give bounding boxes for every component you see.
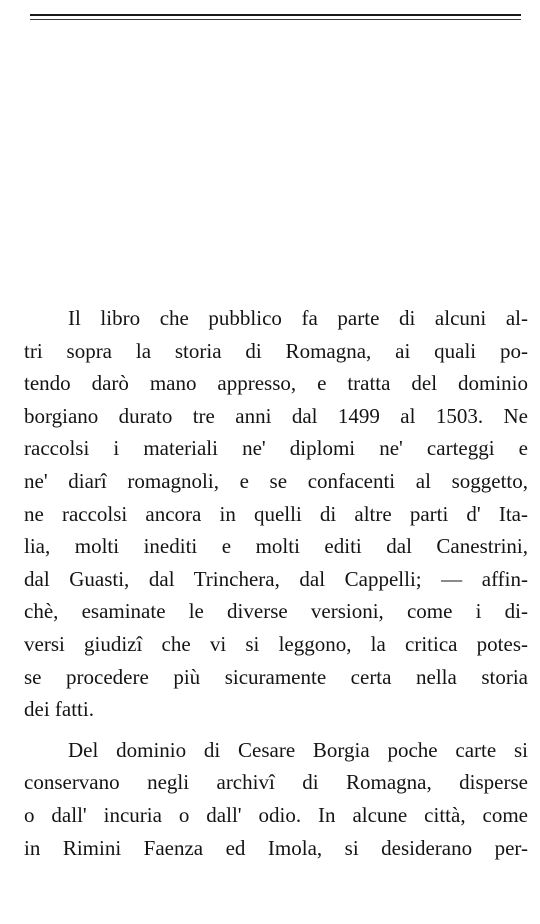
paragraph-1-line-3: tendo darò mano appresso, e tratta del dominio: [24, 371, 528, 396]
paragraph-2-line-4: in Rimini Faenza ed Imola, si desiderano per-: [24, 835, 528, 860]
paragraph-1-line-9: dal Guasti, dal Trinchera, dal Cappelli; — affin-: [24, 566, 528, 591]
paragraph-1-line-12: se procedere più sicuramente certa nella storia: [24, 664, 528, 689]
paragraph-1-line-7: ne raccolsi ancora in quelli di altre parti d' Ita-: [24, 501, 528, 526]
header-rule-thick: [30, 14, 521, 16]
paragraph-1-line-13: dei fatti.: [24, 697, 94, 722]
paragraph-1-line-4: borgiano durato tre anni dal 1499 al 1503. Ne: [24, 403, 528, 428]
paragraph-1-line-5: raccolsi i materiali ne' diplomi ne' carteggi e: [24, 436, 528, 461]
paragraph-1-line-8: lia, molti inediti e molti editi dal Canestrini,: [24, 534, 528, 559]
paragraph-1-line-11: versi giudizî che vi si leggono, la critica potes-: [24, 631, 528, 656]
paragraph-2-line-2: conservano negli archivî di Romagna, disperse: [24, 770, 528, 795]
paragraph-2-line-1: Del dominio di Cesare Borgia poche carte si: [68, 737, 528, 762]
paragraph-2-line-3: o dall' incuria o dall' odio. In alcune città, come: [24, 802, 528, 827]
body-text: [24, 302, 528, 864]
paragraph-gap: [24, 726, 528, 734]
header-rule-thin: [30, 19, 521, 20]
paragraph-1-line-10: chè, esaminate le diverse versioni, come i di-: [24, 599, 528, 624]
paragraph-1-line-2: tri sopra la storia di Romagna, ai quali po-: [24, 338, 528, 363]
paragraph-1-line-6: ne' diarî romagnoli, e se confacenti al soggetto,: [24, 468, 528, 493]
paragraph-1-line-1: Il libro che pubblico fa parte di alcuni al-: [68, 306, 528, 330]
